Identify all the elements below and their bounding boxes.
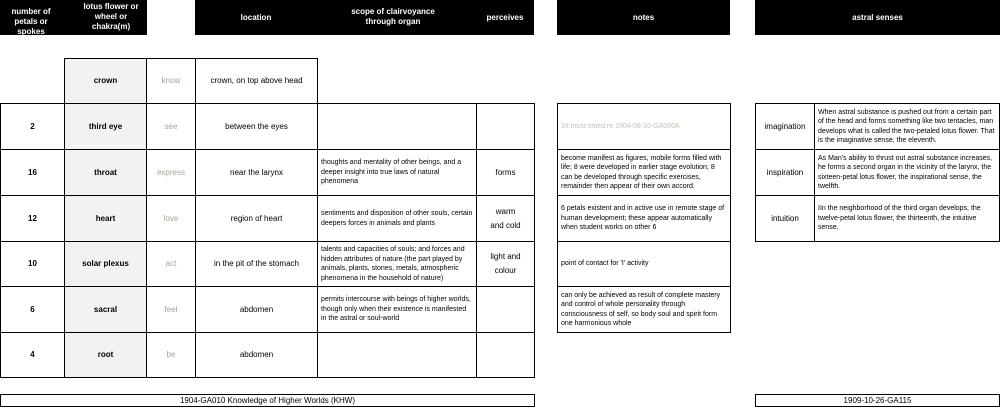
chakra-name: heart: [64, 195, 147, 242]
notes-cell: 6 petals existent and in active use in remote stage of human development; these appear automatically when student works on other 6: [557, 195, 731, 242]
header-lotus: lotus flower or wheel or chakra(m): [83, 2, 139, 31]
chakra-location: abdomen: [195, 332, 318, 378]
perceives-cell: [476, 332, 535, 378]
chakra-verb: know: [146, 58, 196, 104]
chakra-verb: feel: [146, 286, 196, 333]
astral-sense-desc: IIn the neighborhood of the third organ develops, the twelve-petal lotus flower, the thirteenth, the intuitive sense.: [814, 195, 1000, 242]
chakra-name: throat: [64, 149, 147, 196]
notes-cell: point of contact for 'I' activity: [557, 241, 731, 287]
scope-cell: thoughts and mentality of other beings, and a deeper insight into true laws of natural phenomena: [317, 149, 477, 196]
scope-cell: [317, 103, 477, 150]
petal-count: 12: [0, 195, 65, 242]
header-bar-notes: [557, 0, 730, 35]
petal-count: 10: [0, 241, 65, 287]
chakra-location: crown, on top above head: [195, 58, 318, 104]
header-bar-location: [195, 0, 534, 35]
scope-cell: [317, 332, 477, 378]
notes-cell: become manifest as figures, mobile forms filled with life; 8 were developed in earlier stage evolution; 8 can be developed through specific exercises, remainder then appear of their own accord.: [557, 149, 731, 196]
petal-count: 16: [0, 149, 65, 196]
notes-cell: 18 most timed re 1904-08-10-GA090A: [557, 103, 731, 150]
header-location: location: [240, 13, 272, 22]
chakra-location: abdomen: [195, 286, 318, 333]
chakra-location: in the pit of the stomach: [195, 241, 318, 287]
chakra-verb: love: [146, 195, 196, 242]
scope-cell: talents and capacities of souls; and forces and hidden attributes of nature (the part played by animals, plants, stones, metals, atmospheric phenomena in the household of nature): [317, 241, 477, 287]
chakra-verb: express: [146, 149, 196, 196]
astral-sense-desc: As Man's ability to thrust out astral substance increases, he forms a second organ in the vicinity of the larynx, the sixteen-petal lotus flower, the inspirational sense, the twelfth.: [814, 149, 1000, 196]
petal-count: 2: [0, 103, 65, 150]
chakra-location: near the larynx: [195, 149, 318, 196]
astral-sense: imagination: [755, 103, 815, 150]
chakra-verb: act: [146, 241, 196, 287]
chakra-location: region of heart: [195, 195, 318, 242]
astral-sense: intuition: [755, 195, 815, 242]
chakra-name: root: [64, 332, 147, 378]
header-perceives: perceives: [486, 13, 524, 22]
perceives-cell: [476, 286, 535, 333]
source-footer-left: 1904-GA010 Knowledge of Higher Worlds (KHW): [0, 394, 535, 407]
chakra-name: third eye: [64, 103, 147, 150]
scope-cell: permits intercourse with beings of higher worlds, though only when their existence is manifested in the astral or soul-world: [317, 286, 477, 333]
petal-count: 4: [0, 332, 65, 378]
source-footer-right: 1909-10-26-GA115: [755, 394, 1000, 407]
header-scope: scope of clairvoyance through organ: [351, 7, 435, 26]
notes-cell: can only be achieved as result of complete mastery and control of whole personality through consciousness of self, so body soul and spirit form one harmonious whole: [557, 286, 731, 333]
chakra-verb: be: [146, 332, 196, 378]
header-astral: astral senses: [852, 13, 903, 22]
astral-sense: inspiration: [755, 149, 815, 196]
perceives-cell: warm and cold: [476, 195, 535, 242]
scope-cell: sentiments and disposition of other souls, certain deepers forces in animals and plants: [317, 195, 477, 242]
header-notes: notes: [632, 13, 655, 22]
chakra-name: solar plexus: [64, 241, 147, 287]
astral-sense-desc: When astral substance is pushed out from a certain part of the head and forms something like two tentacles, man develops what is called the two-petaled lotus flower. That is the imaginative sense, the eleventh.: [814, 103, 1000, 150]
perceives-cell: light and colour: [476, 241, 535, 287]
perceives-cell: [476, 103, 535, 150]
header-petals: number of petals or spokes: [11, 7, 51, 36]
chakra-verb: see: [146, 103, 196, 150]
chakra-name: crown: [64, 58, 147, 104]
header-bar-main: [0, 0, 147, 35]
header-bar-astral: [755, 0, 1000, 35]
chakra-name: sacral: [64, 286, 147, 333]
perceives-cell: forms: [476, 149, 535, 196]
petal-count: 6: [0, 286, 65, 333]
chakra-location: between the eyes: [195, 103, 318, 150]
